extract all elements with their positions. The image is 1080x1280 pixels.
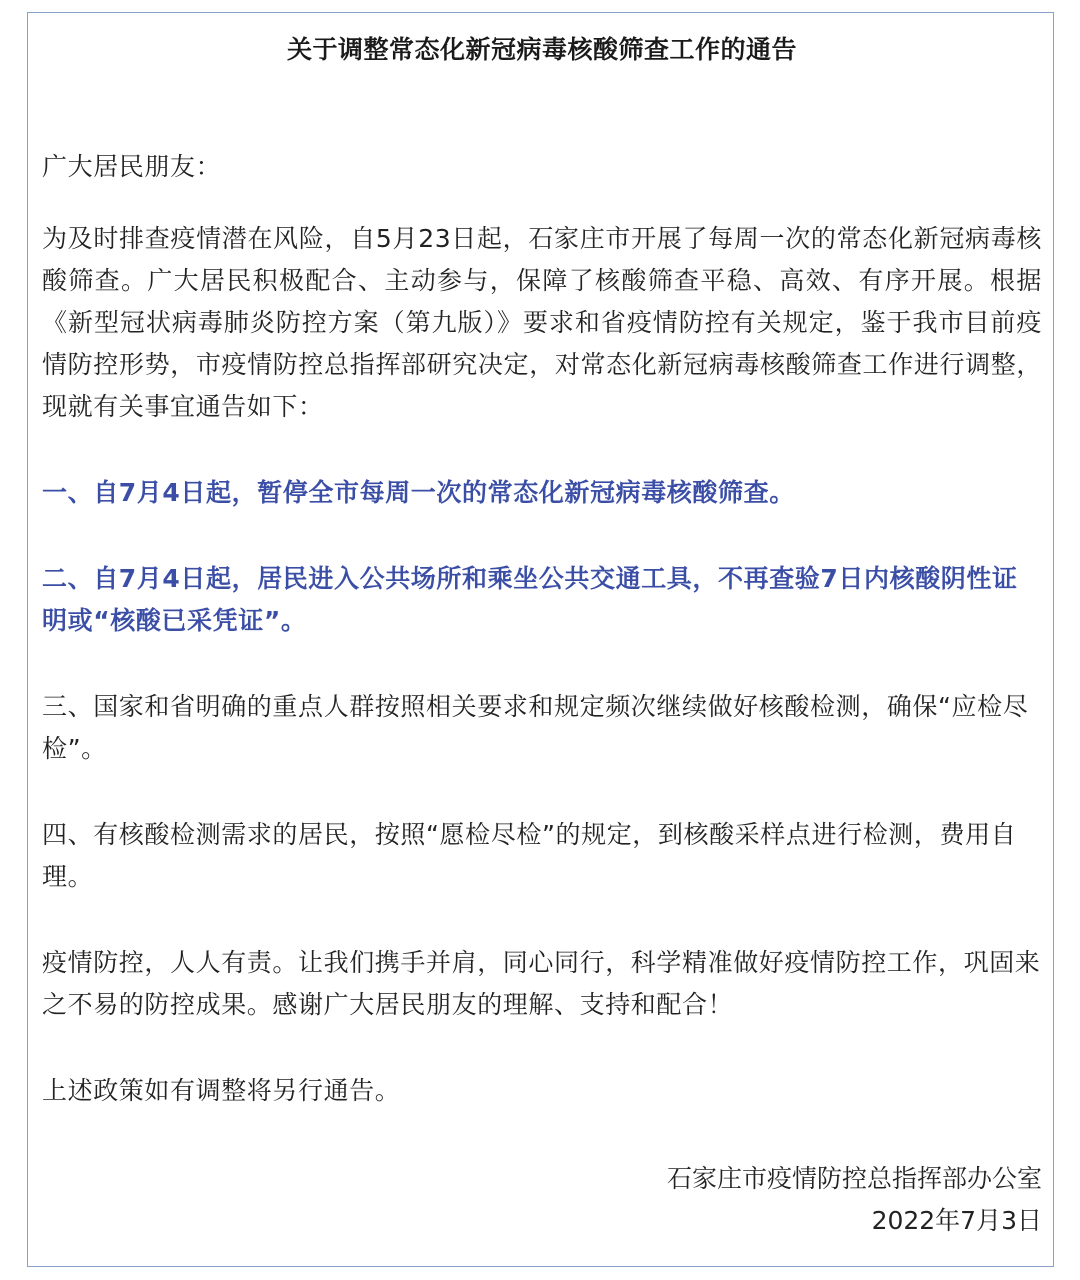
- intro-paragraph: 为及时排查疫情潜在风险，自5月23日起，石家庄市开展了每周一次的常态化新冠病毒核酸筛查。广大居民积极配合、主动参与，保障了核酸筛查平稳、高效、有序开展。根据《新型冠状病毒肺炎防控方案（第九版）》要求和省疫情防控有关规定，鉴于我市目前疫情防控形势，市疫情防控总指挥部研究决定，对常态化新冠病毒核酸筛查工作进行调整，现就有关事宜通告如下：: [42, 224, 1042, 421]
- item-one-highlight: 一、自7月4日起，暂停全市每周一次的常态化新冠病毒核酸筛查。: [42, 478, 795, 507]
- salutation: 广大居民朋友：: [42, 152, 222, 181]
- signature-block: [42, 1158, 1042, 1242]
- notice-content: [42, 28, 1042, 1242]
- notice-title: 关于调整常态化新冠病毒核酸筛查工作的通告: [286, 35, 797, 64]
- closing-paragraph: 疫情防控，人人有责。让我们携手并肩，同心同行，科学精准做好疫情防控工作，巩固来之不易的防控成果。感谢广大居民朋友的理解、支持和配合！: [42, 948, 1041, 1019]
- policy-note: 上述政策如有调整将另行通告。: [42, 1076, 401, 1105]
- item-three: 三、国家和省明确的重点人群按照相关要求和规定频次继续做好核酸检测，确保“应检尽检”。: [42, 692, 1029, 763]
- issue-date: 2022年7月3日: [871, 1206, 1042, 1235]
- issuer-name: 石家庄市疫情防控总指挥部办公室: [666, 1164, 1042, 1193]
- item-two-highlight: 二、自7月4日起，居民进入公共场所和乘坐公共交通工具，不再查验7日内核酸阴性证明或“核酸已采凭证”。: [42, 564, 1018, 635]
- item-four: 四、有核酸检测需求的居民，按照“愿检尽检”的规定，到核酸采样点进行检测，费用自理。: [42, 820, 1017, 891]
